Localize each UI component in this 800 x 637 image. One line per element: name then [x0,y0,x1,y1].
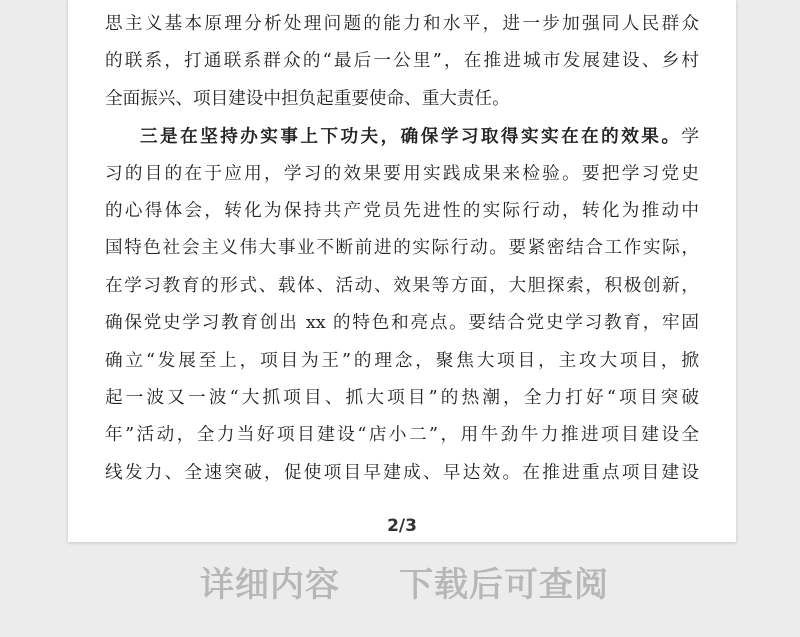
text-line: 确保党史学习教育创出 xx 的特色和亮点。要结合党史学习教育，牢固 [105,313,699,334]
text-line: 的联系，打通联系群众的“最后一公里”，在推进城市发展建设、乡村 [105,51,699,72]
text-line: 线发力、全速突破，促使项目早建成、早达效。在推进重点项目建设 [105,462,699,483]
document-body [105,6,699,492]
text-line: 确立“发展至上，项目为王”的理念，聚焦大项目，主攻大项目，掀 [105,350,699,371]
text-line: 起一波又一波“大抓项目、抓大项目”的热潮，全力打好“项目突破 [105,387,699,408]
download-bar [0,562,800,610]
page-number: 2/3 [387,516,417,536]
document-page [68,0,736,542]
bold-lead-text: 三是在坚持办实事上下功夫，确保学习取得实实在在的效果。 [140,126,682,148]
details-link[interactable]: 详细内容 [200,565,340,605]
text-line: 的心得体会，转化为保持共产党员先进性的实际行动，转化为推动中 [105,200,699,221]
text-line: 习的目的在于应用，学习的效果要用实践成果来检验。要把学习党史 [105,163,699,184]
text-line: 思主义基本原理分析处理问题的能力和水平，进一步加强同人民群众 [105,14,699,34]
download-to-view-link[interactable]: 下载后可查阅 [399,565,609,605]
text-line: 全面振兴、项目建设中担负起重要使命、重大责任。 [105,88,510,109]
paragraph-lead-line [105,118,699,155]
text-line: 国特色社会主义伟大事业不断前进的实际行动。要紧密结合工作实际， [105,238,699,259]
text-line: 年”活动，全力当好项目建设“店小二”，用牛劲牛力推进项目建设全 [105,425,699,446]
text-line-tail: 学 [681,127,699,148]
text-line: 在学习教育的形式、载体、活动、效果等方面，大胆探索，积极创新， [105,275,699,296]
